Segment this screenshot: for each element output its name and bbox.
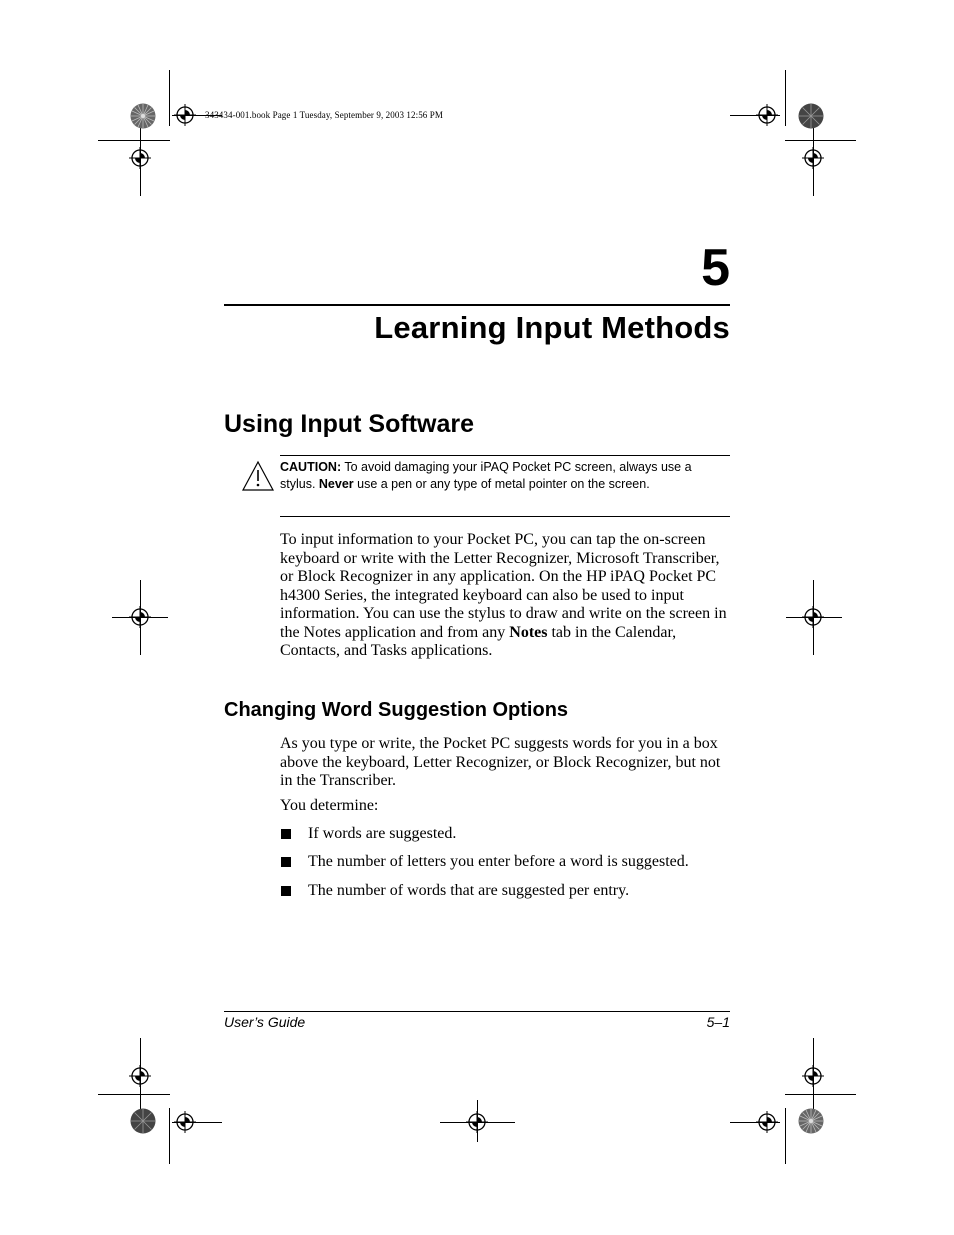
starburst-target-icon xyxy=(130,103,156,129)
registration-crosshair-icon xyxy=(802,147,824,169)
crop-line xyxy=(98,1094,170,1095)
caution-text: To avoid damaging your iPAQ Pocket PC screen, always use a stylus. xyxy=(280,460,692,491)
crop-line xyxy=(785,140,856,141)
caution-note xyxy=(280,459,710,492)
footer-rule xyxy=(224,1011,730,1012)
chapter-number: 5 xyxy=(701,239,730,297)
chapter-title: Learning Input Methods xyxy=(374,310,730,345)
crop-line xyxy=(169,70,170,126)
crop-line xyxy=(169,1108,170,1164)
notes-bold-term: Notes xyxy=(509,623,548,641)
bullet-square-icon xyxy=(281,886,291,896)
registration-crosshair-icon xyxy=(174,1111,196,1133)
crop-line xyxy=(785,1094,856,1095)
starburst-target-icon xyxy=(130,1108,156,1134)
list-item-text: If words are suggested. xyxy=(308,825,457,842)
footer-guide-title: User’s Guide xyxy=(224,1014,306,1030)
word-suggestion-paragraph: As you type or write, the Pocket PC suggests words for you in a box above the keyboard, Letter Recognizer, or Block Recognizer, but not in the Transcriber. xyxy=(280,735,721,789)
registration-crosshair-icon xyxy=(756,104,778,126)
crop-line xyxy=(785,70,786,126)
caution-emphasis: Never xyxy=(318,476,354,491)
section-heading: Using Input Software xyxy=(224,410,474,438)
crop-line xyxy=(98,140,170,141)
bullet-square-icon xyxy=(281,829,291,839)
caution-top-rule xyxy=(280,455,730,456)
print-slug: 343434-001.book Page 1 Tuesday, September 9, 2003 12:56 PM xyxy=(205,110,443,120)
starburst-target-icon xyxy=(798,1108,824,1134)
caution-text: use a pen or any type of metal pointer on the screen. xyxy=(353,476,650,491)
registration-crosshair-icon xyxy=(129,606,151,628)
registration-crosshair-icon xyxy=(129,147,151,169)
registration-crosshair-icon xyxy=(129,1065,151,1087)
registration-crosshair-icon xyxy=(802,606,824,628)
registration-crosshair-icon xyxy=(466,1111,488,1133)
registration-crosshair-icon xyxy=(756,1111,778,1133)
list-item-text: The number of words that are suggested per entry. xyxy=(308,882,630,899)
registration-crosshair-icon xyxy=(802,1065,824,1087)
input-software-paragraph xyxy=(280,531,730,661)
bullet-square-icon xyxy=(281,857,291,867)
paragraph-text: To input information to your Pocket PC, you can tap the on-screen keyboard or write with the Letter Recognizer, Microsoft Transcriber, or Block Recognizer in any application. On the HP iPAQ Pocket PC h4300 Series, the integrated keyboard can also be used to input information. You can use the stylus to draw and write on the screen in the Notes application and from any xyxy=(280,531,727,641)
caution-bottom-rule xyxy=(280,516,730,517)
caution-triangle-icon xyxy=(241,460,275,492)
subsection-heading: Changing Word Suggestion Options xyxy=(224,699,569,721)
you-determine-text: You determine: xyxy=(280,797,379,814)
list-item-text: The number of letters you enter before a word is suggested. xyxy=(308,853,689,870)
page-number: 5–1 xyxy=(706,1014,730,1030)
starburst-target-icon xyxy=(798,103,824,129)
crop-line xyxy=(785,1108,786,1164)
registration-crosshair-icon xyxy=(174,104,196,126)
caution-label: CAUTION: xyxy=(280,460,342,474)
paragraph-text: tab in the Calendar, Contacts, and Tasks applications. xyxy=(280,623,677,659)
